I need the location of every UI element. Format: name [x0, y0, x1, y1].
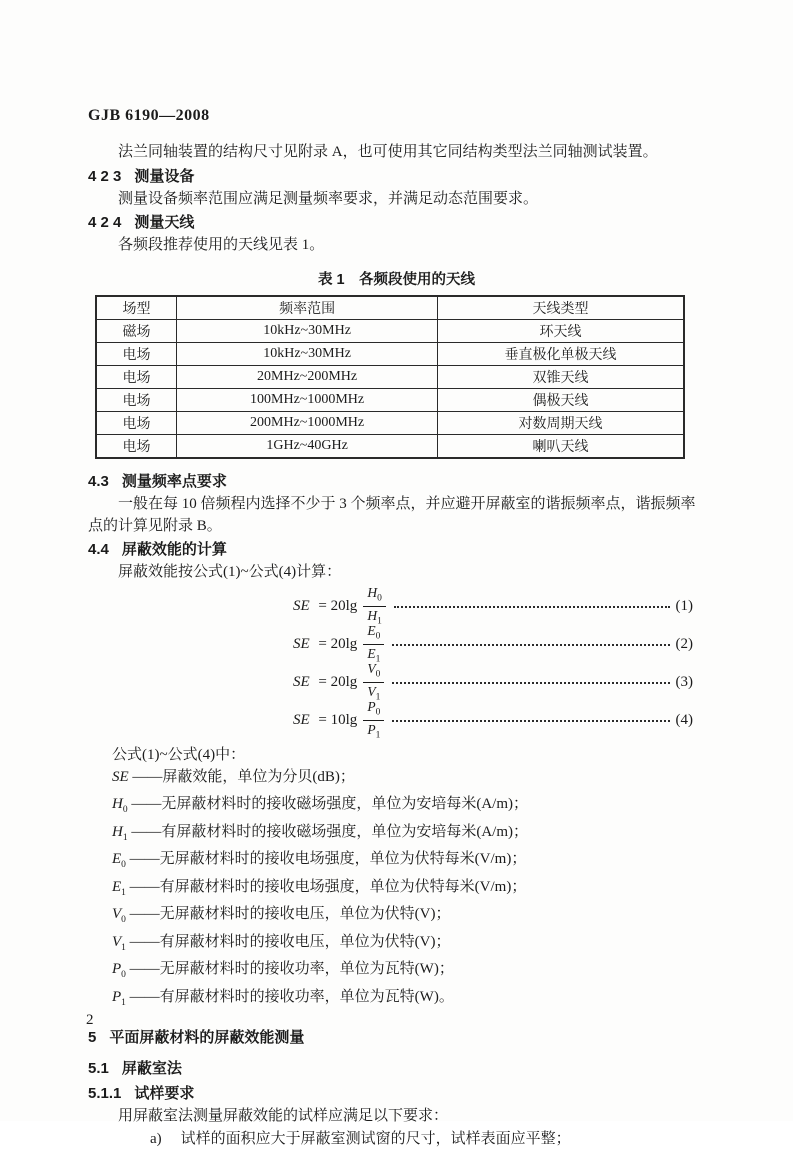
formula-fraction	[363, 661, 384, 703]
definition-H1	[112, 822, 705, 850]
heading-number: 4 2 3	[88, 168, 121, 185]
formula-symbol: SE	[293, 598, 310, 615]
definition-H0	[112, 794, 705, 822]
table-header-cell: 场型	[96, 296, 177, 320]
heading-5-1-1	[88, 1082, 705, 1105]
definition-subscript: 1	[121, 888, 126, 898]
definition-symbol: E	[112, 851, 121, 867]
definition-V1	[112, 932, 705, 960]
definition-symbol: SE	[112, 769, 129, 785]
table-row	[96, 434, 684, 458]
paragraph-4-2-3: 测量设备频率范围应满足测量频率要求，并满足动态范围要求。	[88, 188, 705, 211]
table-cell: 电场	[96, 434, 177, 458]
table-cell: 100MHz~1000MHz	[177, 388, 438, 411]
definitions-intro: 公式(1)~公式(4)中：	[112, 745, 705, 767]
table-row	[96, 365, 684, 388]
heading-title: 屏蔽效能的计算	[122, 541, 227, 558]
heading-title: 平面屏蔽材料的屏蔽效能测量	[109, 1029, 304, 1046]
definition-symbol: V	[112, 934, 121, 950]
equation-number: (4)	[676, 712, 694, 729]
table-row	[96, 342, 684, 365]
formula-symbol: SE	[293, 712, 310, 729]
heading-4-2-3	[88, 165, 705, 188]
definition-symbol: E	[112, 879, 121, 895]
definition-text: ——有屏蔽材料时的接收电场强度，单位为伏特每米(V/m)；	[126, 879, 526, 895]
table-cell: 10kHz~30MHz	[177, 342, 438, 365]
formula-3	[293, 663, 693, 701]
formula-fraction	[363, 585, 386, 627]
list-item-text: 试样的面积应大于屏蔽室测试窗的尺寸，试样表面应平整；	[181, 1131, 571, 1147]
definition-subscript: 0	[121, 860, 126, 870]
definition-V0	[112, 904, 705, 932]
numerator-subscript: 0	[376, 670, 381, 680]
heading-title: 测量设备	[134, 168, 194, 185]
definition-subscript: 0	[123, 805, 128, 815]
dot-leader	[392, 720, 669, 722]
heading-title: 测量频率点要求	[122, 473, 227, 490]
definition-text: ——无屏蔽材料时的接收功率，单位为瓦特(W)；	[126, 961, 454, 977]
heading-5-1	[88, 1057, 705, 1080]
paragraph-5-1-1: 用屏蔽室法测量屏蔽效能的试样应满足以下要求：	[88, 1105, 705, 1128]
heading-number: 5	[88, 1029, 96, 1046]
heading-4-2-4	[88, 211, 705, 234]
list-item-a	[150, 1128, 705, 1150]
formula-1	[293, 587, 693, 625]
table-cell: 磁场	[96, 319, 177, 342]
definition-text: ——有屏蔽材料时的接收磁场强度，单位为安培每米(A/m)；	[128, 824, 528, 840]
formula-symbol: SE	[293, 674, 310, 691]
formula-fraction	[363, 623, 384, 665]
heading-number: 4.3	[88, 473, 109, 490]
definition-E0	[112, 849, 705, 877]
heading-title: 屏蔽室法	[122, 1060, 182, 1077]
denominator-subscript: 1	[376, 654, 381, 664]
heading-4-3	[88, 470, 705, 493]
fraction-numerator: V	[367, 661, 375, 676]
heading-number: 4 2 4	[88, 214, 121, 231]
formula-operator: = 20lg	[315, 598, 358, 615]
definition-P0	[112, 959, 705, 987]
definition-subscript: 0	[121, 915, 126, 925]
equation-number: (1)	[676, 598, 694, 615]
dot-leader	[392, 644, 669, 646]
paragraph-4-3: 一般在每 10 倍频程内选择不少于 3 个频率点，并应避开屏蔽室的谐振频率点，谐振频率点的计算见附录 B。	[88, 493, 705, 538]
table-cell: 20MHz~200MHz	[177, 365, 438, 388]
definition-symbol: P	[112, 961, 121, 977]
paragraph-4-2-4: 各频段推荐使用的天线见表 1。	[88, 234, 705, 257]
definition-text: ——无屏蔽材料时的接收电场强度，单位为伏特每米(V/m)；	[126, 851, 526, 867]
definition-subscript: 1	[123, 833, 128, 843]
heading-number: 5.1	[88, 1060, 109, 1077]
page-number: 2	[86, 1012, 94, 1029]
fraction-denominator: H	[367, 608, 377, 623]
definition-text: ——无屏蔽材料时的接收磁场强度，单位为安培每米(A/m)；	[128, 796, 528, 812]
heading-number: 5.1.1	[88, 1085, 121, 1102]
fraction-denominator: P	[367, 722, 375, 737]
table-cell: 双锥天线	[438, 365, 684, 388]
heading-4-4	[88, 538, 705, 561]
denominator-subscript: 1	[376, 692, 381, 702]
definition-SE	[112, 767, 705, 795]
fraction-denominator: V	[367, 684, 375, 699]
formula-symbol: SE	[293, 636, 310, 653]
table-header-row	[96, 296, 684, 320]
definition-subscript: 1	[121, 998, 126, 1008]
formula-operator: = 10lg	[315, 712, 358, 729]
table-cell: 环天线	[438, 319, 684, 342]
table-cell: 垂直极化单极天线	[438, 342, 684, 365]
definition-text: ——有屏蔽材料时的接收电压，单位为伏特(V)；	[126, 934, 451, 950]
paragraph-4-4: 屏蔽效能按公式(1)~公式(4)计算：	[88, 561, 705, 584]
definition-subscript: 1	[121, 943, 126, 953]
formula-4	[293, 701, 693, 739]
definition-P1	[112, 987, 705, 1015]
heading-title: 测量天线	[134, 214, 194, 231]
definition-symbol: H	[112, 796, 123, 812]
formula-block	[293, 587, 693, 739]
table-header-cell: 频率范围	[177, 296, 438, 320]
fraction-denominator: E	[367, 646, 375, 661]
table-cell: 1GHz~40GHz	[177, 434, 438, 458]
definition-E1	[112, 877, 705, 905]
doc-header: GJB 6190—2008	[88, 106, 705, 126]
formula-operator: = 20lg	[315, 636, 358, 653]
table-row	[96, 411, 684, 434]
definition-text: ——无屏蔽材料时的接收电压，单位为伏特(V)；	[126, 906, 451, 922]
definition-symbol: P	[112, 989, 121, 1005]
table-cell: 电场	[96, 411, 177, 434]
table-cell: 200MHz~1000MHz	[177, 411, 438, 434]
formula-operator: = 20lg	[315, 674, 358, 691]
heading-title: 试样要求	[134, 1085, 194, 1102]
table-cell: 10kHz~30MHz	[177, 319, 438, 342]
formula-2	[293, 625, 693, 663]
table-cell: 偶极天线	[438, 388, 684, 411]
definition-symbol: H	[112, 824, 123, 840]
denominator-subscript: 1	[376, 730, 381, 740]
table-cell: 喇叭天线	[438, 434, 684, 458]
table-cell: 电场	[96, 388, 177, 411]
antenna-table	[95, 295, 685, 459]
equation-number: (3)	[676, 674, 694, 691]
heading-number: 4.4	[88, 541, 109, 558]
table-header-cell: 天线类型	[438, 296, 684, 320]
table-row	[96, 388, 684, 411]
numerator-subscript: 0	[377, 594, 382, 604]
table-row	[96, 319, 684, 342]
list-item-label: a)	[150, 1131, 162, 1147]
table-cell: 对数周期天线	[438, 411, 684, 434]
equation-number: (2)	[676, 636, 694, 653]
definition-text: ——屏蔽效能，单位为分贝(dB)；	[129, 769, 355, 785]
dot-leader	[392, 682, 669, 684]
numerator-subscript: 0	[376, 632, 381, 642]
formula-fraction	[363, 699, 384, 741]
dot-leader	[394, 606, 670, 608]
denominator-subscript: 1	[377, 616, 382, 626]
table-caption: 表 1 各频段使用的天线	[88, 268, 705, 289]
table-cell: 电场	[96, 365, 177, 388]
definition-text: ——有屏蔽材料时的接收功率，单位为瓦特(W)。	[126, 989, 454, 1005]
table-cell: 电场	[96, 342, 177, 365]
fraction-numerator: H	[367, 585, 377, 600]
intro-paragraph: 法兰同轴装置的结构尺寸见附录 A，也可使用其它同结构类型法兰同轴测试装置。	[88, 141, 705, 164]
fraction-numerator: P	[367, 699, 375, 714]
numerator-subscript: 0	[376, 708, 381, 718]
definition-subscript: 0	[121, 970, 126, 980]
fraction-numerator: E	[367, 623, 375, 638]
heading-5	[88, 1026, 705, 1049]
definition-symbol: V	[112, 906, 121, 922]
